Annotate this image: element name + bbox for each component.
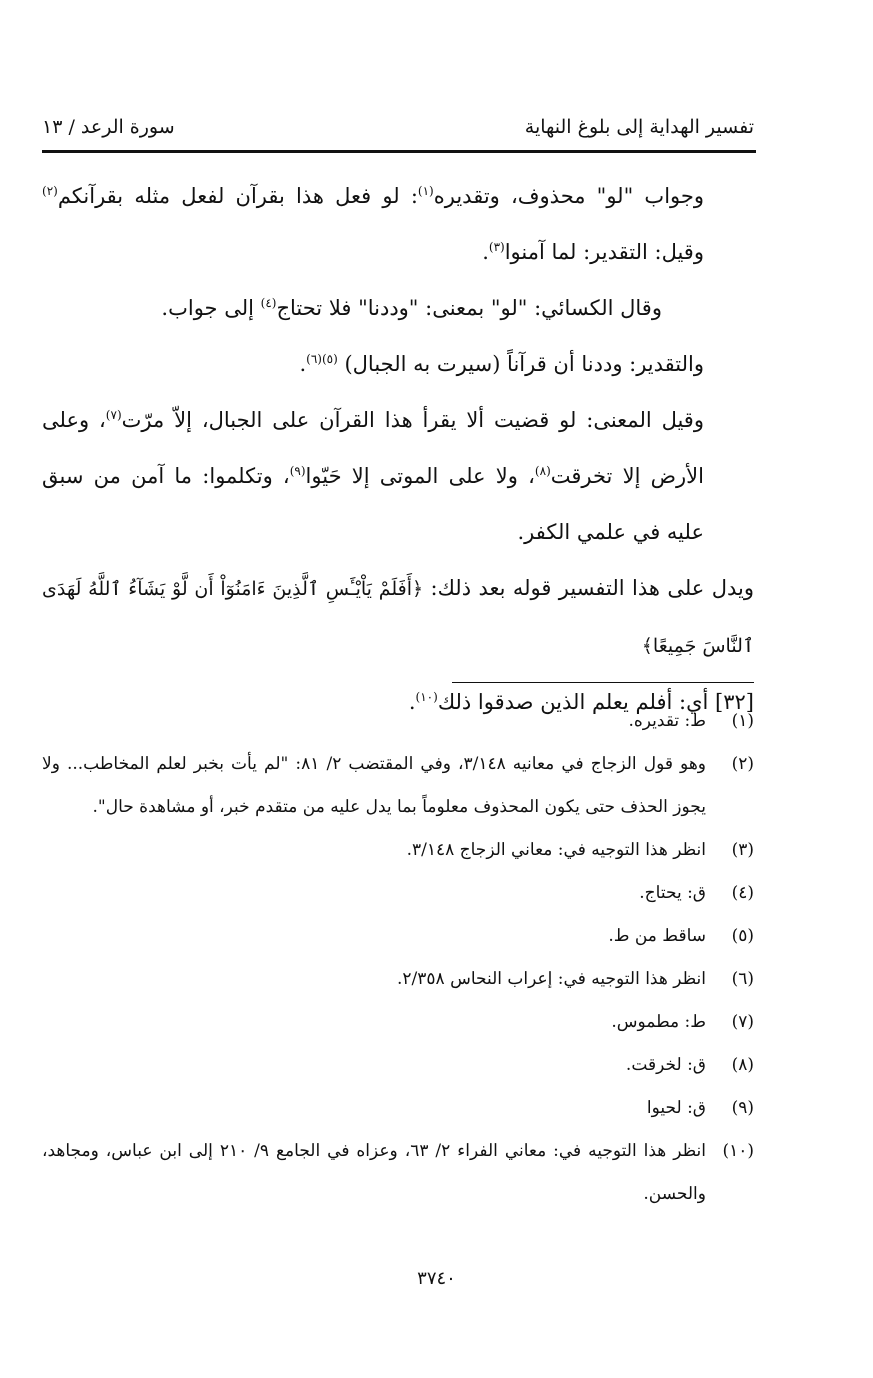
footnote-text: وهو قول الزجاج في معانيه ٣/١٤٨، وفي المقتضب ٢/ ٨١: "لم يأت بخبر لعلم المخاطب... ولا يجوز الحذف حتى يكون المحذوف معلوماً بما يدل عليه من متقدم خبر، أو مشاهدة حال". <box>42 754 707 817</box>
text-run: ، ولا على الموتى إلا حَيّوا <box>305 464 535 488</box>
footnote <box>42 958 754 1001</box>
paragraph-2 <box>42 280 754 336</box>
text-run: وقيل: التقدير: لما آمنوا <box>504 240 704 264</box>
paragraph-1 <box>42 168 754 280</box>
footnote-text: ق: لخرقت. <box>625 1055 706 1075</box>
text-run: والتقدير: وددنا أن قرآناً (سيرت به الجبال) <box>337 352 704 376</box>
text-run: وقال الكسائي: "لو" بمعنى: "وددنا" فلا تحتاج <box>276 296 662 320</box>
text-run: [٣٢] أي: أفلم يعلم الذين صدقوا ذلك <box>437 690 754 714</box>
footnote-number: (٩) <box>731 1098 754 1118</box>
footnote-text: انظر هذا التوجيه في: إعراب النحاس ٢/٣٥٨. <box>397 969 706 989</box>
footnote-number: (٥) <box>731 926 754 946</box>
footnotes <box>42 700 754 1216</box>
paragraph-4 <box>42 392 754 560</box>
footnote-ref: (١) <box>417 184 434 198</box>
text-run: ، وعلى الأرض إلا تخرقت <box>42 408 704 488</box>
text-run: ويدل على هذا التفسير قوله بعد ذلك: <box>423 576 754 600</box>
paragraph-3 <box>42 336 754 392</box>
footnote-text: انظر هذا التوجيه في: معاني الزجاج ٣/١٤٨. <box>406 840 706 860</box>
footnote-number: (٢) <box>731 754 754 774</box>
footnote-number: (٦) <box>731 969 754 989</box>
text-run: . <box>482 240 489 264</box>
footnote-text: ق: لحيوا <box>646 1098 706 1118</box>
footnote <box>42 1087 754 1130</box>
header-divider <box>42 150 756 153</box>
footnote-number: (٨) <box>731 1055 754 1075</box>
footnote-divider <box>452 682 754 683</box>
text-run: وجواب "لو" محذوف، وتقديره <box>433 184 705 208</box>
footnote-ref: (٩) <box>289 464 306 478</box>
footnote-ref: (١٠) <box>415 690 438 704</box>
text-run: وقيل المعنى: لو قضيت ألا يقرأ هذا القرآن على الجبال، إلاّ مرّت <box>121 408 704 432</box>
footnote-ref: (٨) <box>534 464 551 478</box>
text-run: إلى جواب. <box>161 296 261 320</box>
book-title: تفسير الهداية إلى بلوغ النهاية <box>524 116 754 138</box>
footnote-ref: (٢) <box>42 184 58 198</box>
footnote-text: ط: تقديره. <box>628 711 706 731</box>
footnote-text: انظر هذا التوجيه في: معاني الفراء ٢/ ٦٣، وعزاه في الجامع ٩/ ٢١٠ إلى ابن عباس، ومجاهد، والحسن. <box>42 1141 706 1204</box>
text-run: . <box>408 690 416 714</box>
text-run: : لو فعل هذا بقرآن لفعل مثله بقرآنكم <box>57 184 418 208</box>
footnote-number: (١٠) <box>722 1141 754 1161</box>
footnote-number: (٧) <box>731 1012 754 1032</box>
footnote <box>42 1044 754 1087</box>
footnote <box>42 1130 754 1216</box>
footnote-number: (٣) <box>731 840 754 860</box>
footnote <box>42 743 754 829</box>
paragraph-5 <box>42 560 754 674</box>
footnote-ref: (٣) <box>488 240 505 254</box>
footnote-text: ساقط من ط. <box>608 926 706 946</box>
footnote-text: ط: مطموس. <box>611 1012 706 1032</box>
footnote <box>42 915 754 958</box>
surah-label: سورة الرعد / ١٣ <box>42 116 175 138</box>
footnote <box>42 829 754 872</box>
footnote <box>42 700 754 743</box>
footnote-ref: (٧) <box>105 408 122 422</box>
footnote-number: (١) <box>731 711 754 731</box>
text-run: . <box>299 352 307 376</box>
footnote <box>42 872 754 915</box>
footnote-text: ق: يحتاج. <box>639 883 706 903</box>
main-text <box>42 168 754 730</box>
text-run: ، وتكلموا: ما آمن من سبق عليه في علمي الكفر. <box>42 464 704 544</box>
footnote-ref: (٥)(٦) <box>306 352 338 366</box>
quran-verse: ﴿أَفَلَمْ يَاْيْـَٔسِ ٱلَّذِينَ ءَامَنُوٓاْ أَن لَّوْ يَشَآءُ ٱللَّهُ لَهَدَى ٱلنَّاسَ جَمِيعًا﴾ <box>42 578 754 657</box>
page-number: ٣٧٤٠ <box>417 1268 456 1289</box>
footnote-number: (٤) <box>731 883 754 903</box>
footnote-ref: (٤) <box>260 296 277 310</box>
running-header <box>42 112 754 148</box>
footnote <box>42 1001 754 1044</box>
